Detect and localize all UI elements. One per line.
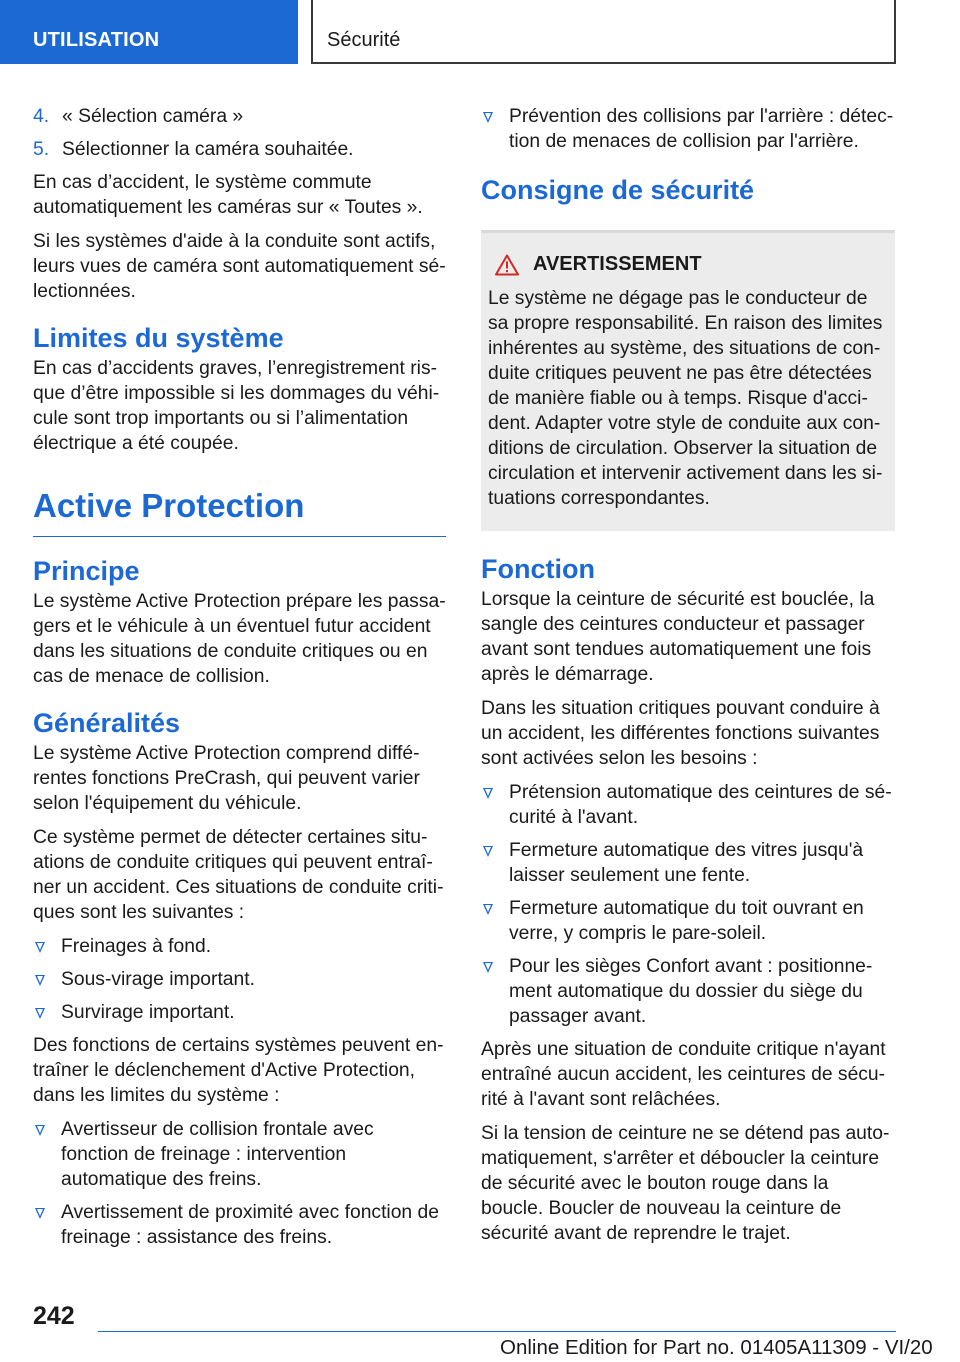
list-item	[33, 1117, 446, 1192]
bullet-triangle-icon	[483, 788, 493, 799]
bullet-triangle-icon	[35, 1208, 45, 1219]
heading-fonction: Fonction	[481, 554, 595, 584]
heading-consigne: Consigne de sécurité	[481, 175, 755, 205]
list-item-text: Freinages à fond.	[61, 936, 212, 957]
bullet-triangle-icon	[35, 1008, 45, 1019]
paragraph: Après une situation de conduite critique n'ayant entraîné aucun accident, les ceintures de sécurité à l'avant sont relâchées.	[481, 1039, 886, 1110]
list-item-text: Pour les sièges Confort avant : positionnement automatique du dossier du siège du passager avant.	[509, 956, 873, 1027]
list-item	[481, 838, 895, 888]
page-header-title: Sécurité	[311, 0, 896, 64]
step-number: 5.	[33, 139, 50, 160]
right-column	[481, 104, 895, 1255]
paragraph: Le système Active Protection prépare les passagers et le véhicule à un éventuel futur accident dans les situations de conduite critiques ou en cas de menace de collision.	[33, 591, 446, 687]
paragraph: En cas d’accidents graves, l’enregistrement risque d’être impossible si les dommages du véhicule sont trop importants ou si l’alimentation électrique a été coupée.	[33, 358, 440, 454]
paragraph: Ce système permet de détecter certaines situations de conduite critiques qui peuvent entraîner un accident. Ces situations de conduite critiques sont les suivantes :	[33, 827, 444, 923]
list-item	[33, 1200, 446, 1250]
heading-active-protection: Active Protection	[33, 486, 446, 537]
list-item-text: Fermeture automatique des vitres jusqu'à laisser seulement une fente.	[509, 840, 864, 886]
paragraph: Si la tension de ceinture ne se détend pas automatiquement, s'arrêter et déboucler la ceinture de sécurité avec le bouton rouge dans la boucle. Boucler de nouveau la ceinture de sécurité avant de reprendre le trajet.	[481, 1123, 890, 1244]
heading-limits: Limites du système	[33, 323, 284, 353]
bullet-triangle-icon	[483, 904, 493, 915]
heading-principe: Principe	[33, 556, 140, 586]
list-item-text: Avertisseur de collision frontale avec fonction de freinage : intervention automatique des freins.	[61, 1119, 374, 1190]
warning-title: AVERTISSEMENT	[533, 253, 702, 275]
step-item	[33, 137, 446, 162]
paragraph: Le système Active Protection comprend différentes fonctions PreCrash, qui peuvent varier selon l'équipement du véhicule.	[33, 743, 420, 814]
step-item	[33, 104, 446, 129]
continued-list	[481, 104, 895, 154]
warning-header	[488, 253, 888, 276]
bullet-triangle-icon	[483, 112, 493, 123]
list-item-text: Survirage important.	[61, 1002, 235, 1023]
section-tab: UTILISATION	[0, 0, 298, 64]
list-item	[33, 1000, 446, 1025]
bullet-triangle-icon	[483, 846, 493, 857]
step-text: Sélectionner la caméra souhaitée.	[62, 139, 354, 160]
list-item	[481, 896, 895, 946]
paragraph: Dans les situation critiques pouvant conduire à un accident, les différentes fonctions suivantes sont activées selon les besoins :	[481, 698, 880, 769]
page-number: 242	[33, 1302, 75, 1330]
bullet-triangle-icon	[35, 1125, 45, 1136]
list-item	[481, 780, 895, 830]
paragraph: En cas d’accident, le système commute automatiquement les caméras sur « Toutes ».	[33, 172, 423, 218]
list-item	[481, 954, 895, 1029]
list-item-text: Prétension automatique des ceintures de sécurité à l'avant.	[509, 782, 892, 828]
paragraph: Lorsque la ceinture de sécurité est bouclée, la sangle des ceintures conducteur et passager avant sont tendues automatiquement une fois après le démarrage.	[481, 589, 875, 685]
list-item-text: Avertissement de proximité avec fonction de freinage : assistance des freins.	[61, 1202, 439, 1248]
functions-list	[481, 780, 895, 1029]
bullet-triangle-icon	[35, 975, 45, 986]
step-number: 4.	[33, 106, 50, 127]
edition-footer: Online Edition for Part no. 01405A11309 - VI/20	[500, 1336, 933, 1359]
list-item	[33, 967, 446, 992]
systems-list	[33, 1117, 446, 1250]
situations-list	[33, 934, 446, 1025]
list-item	[33, 934, 446, 959]
list-item	[481, 104, 895, 154]
warning-triangle-icon	[495, 254, 519, 276]
warning-box	[481, 230, 895, 531]
step-text: « Sélection caméra »	[62, 106, 244, 127]
warning-text: Le système ne dégage pas le conducteur de sa propre responsabilité. En raison des limites inhérentes au système, des situations de conduite critiques peuvent ne pas être détectées de manière fiable ou à temps. Risque d'accident. Adapter votre style de conduite aux conditions de circulation. Observer la situation de circulation et intervenir activement dans les situations correspondantes.	[488, 288, 883, 509]
heading-generalites: Généralités	[33, 708, 181, 738]
left-column	[33, 104, 446, 1258]
list-item-text: Prévention des collisions par l'arrière : détection de menaces de collision par l'arrière.	[509, 106, 894, 152]
list-item-text: Fermeture automatique du toit ouvrant en verre, y compris le pare-soleil.	[509, 898, 864, 944]
footer-divider	[98, 1331, 896, 1332]
paragraph: Si les systèmes d'aide à la conduite sont actifs, leurs vues de caméra sont automatiquement sélectionnées.	[33, 231, 446, 302]
steps-list	[33, 104, 446, 162]
bullet-triangle-icon	[483, 962, 493, 973]
bullet-triangle-icon	[35, 942, 45, 953]
paragraph: Des fonctions de certains systèmes peuvent entraîner le déclenchement d'Active Protection, dans les limites du système :	[33, 1035, 444, 1106]
list-item-text: Sous-virage important.	[61, 969, 255, 990]
